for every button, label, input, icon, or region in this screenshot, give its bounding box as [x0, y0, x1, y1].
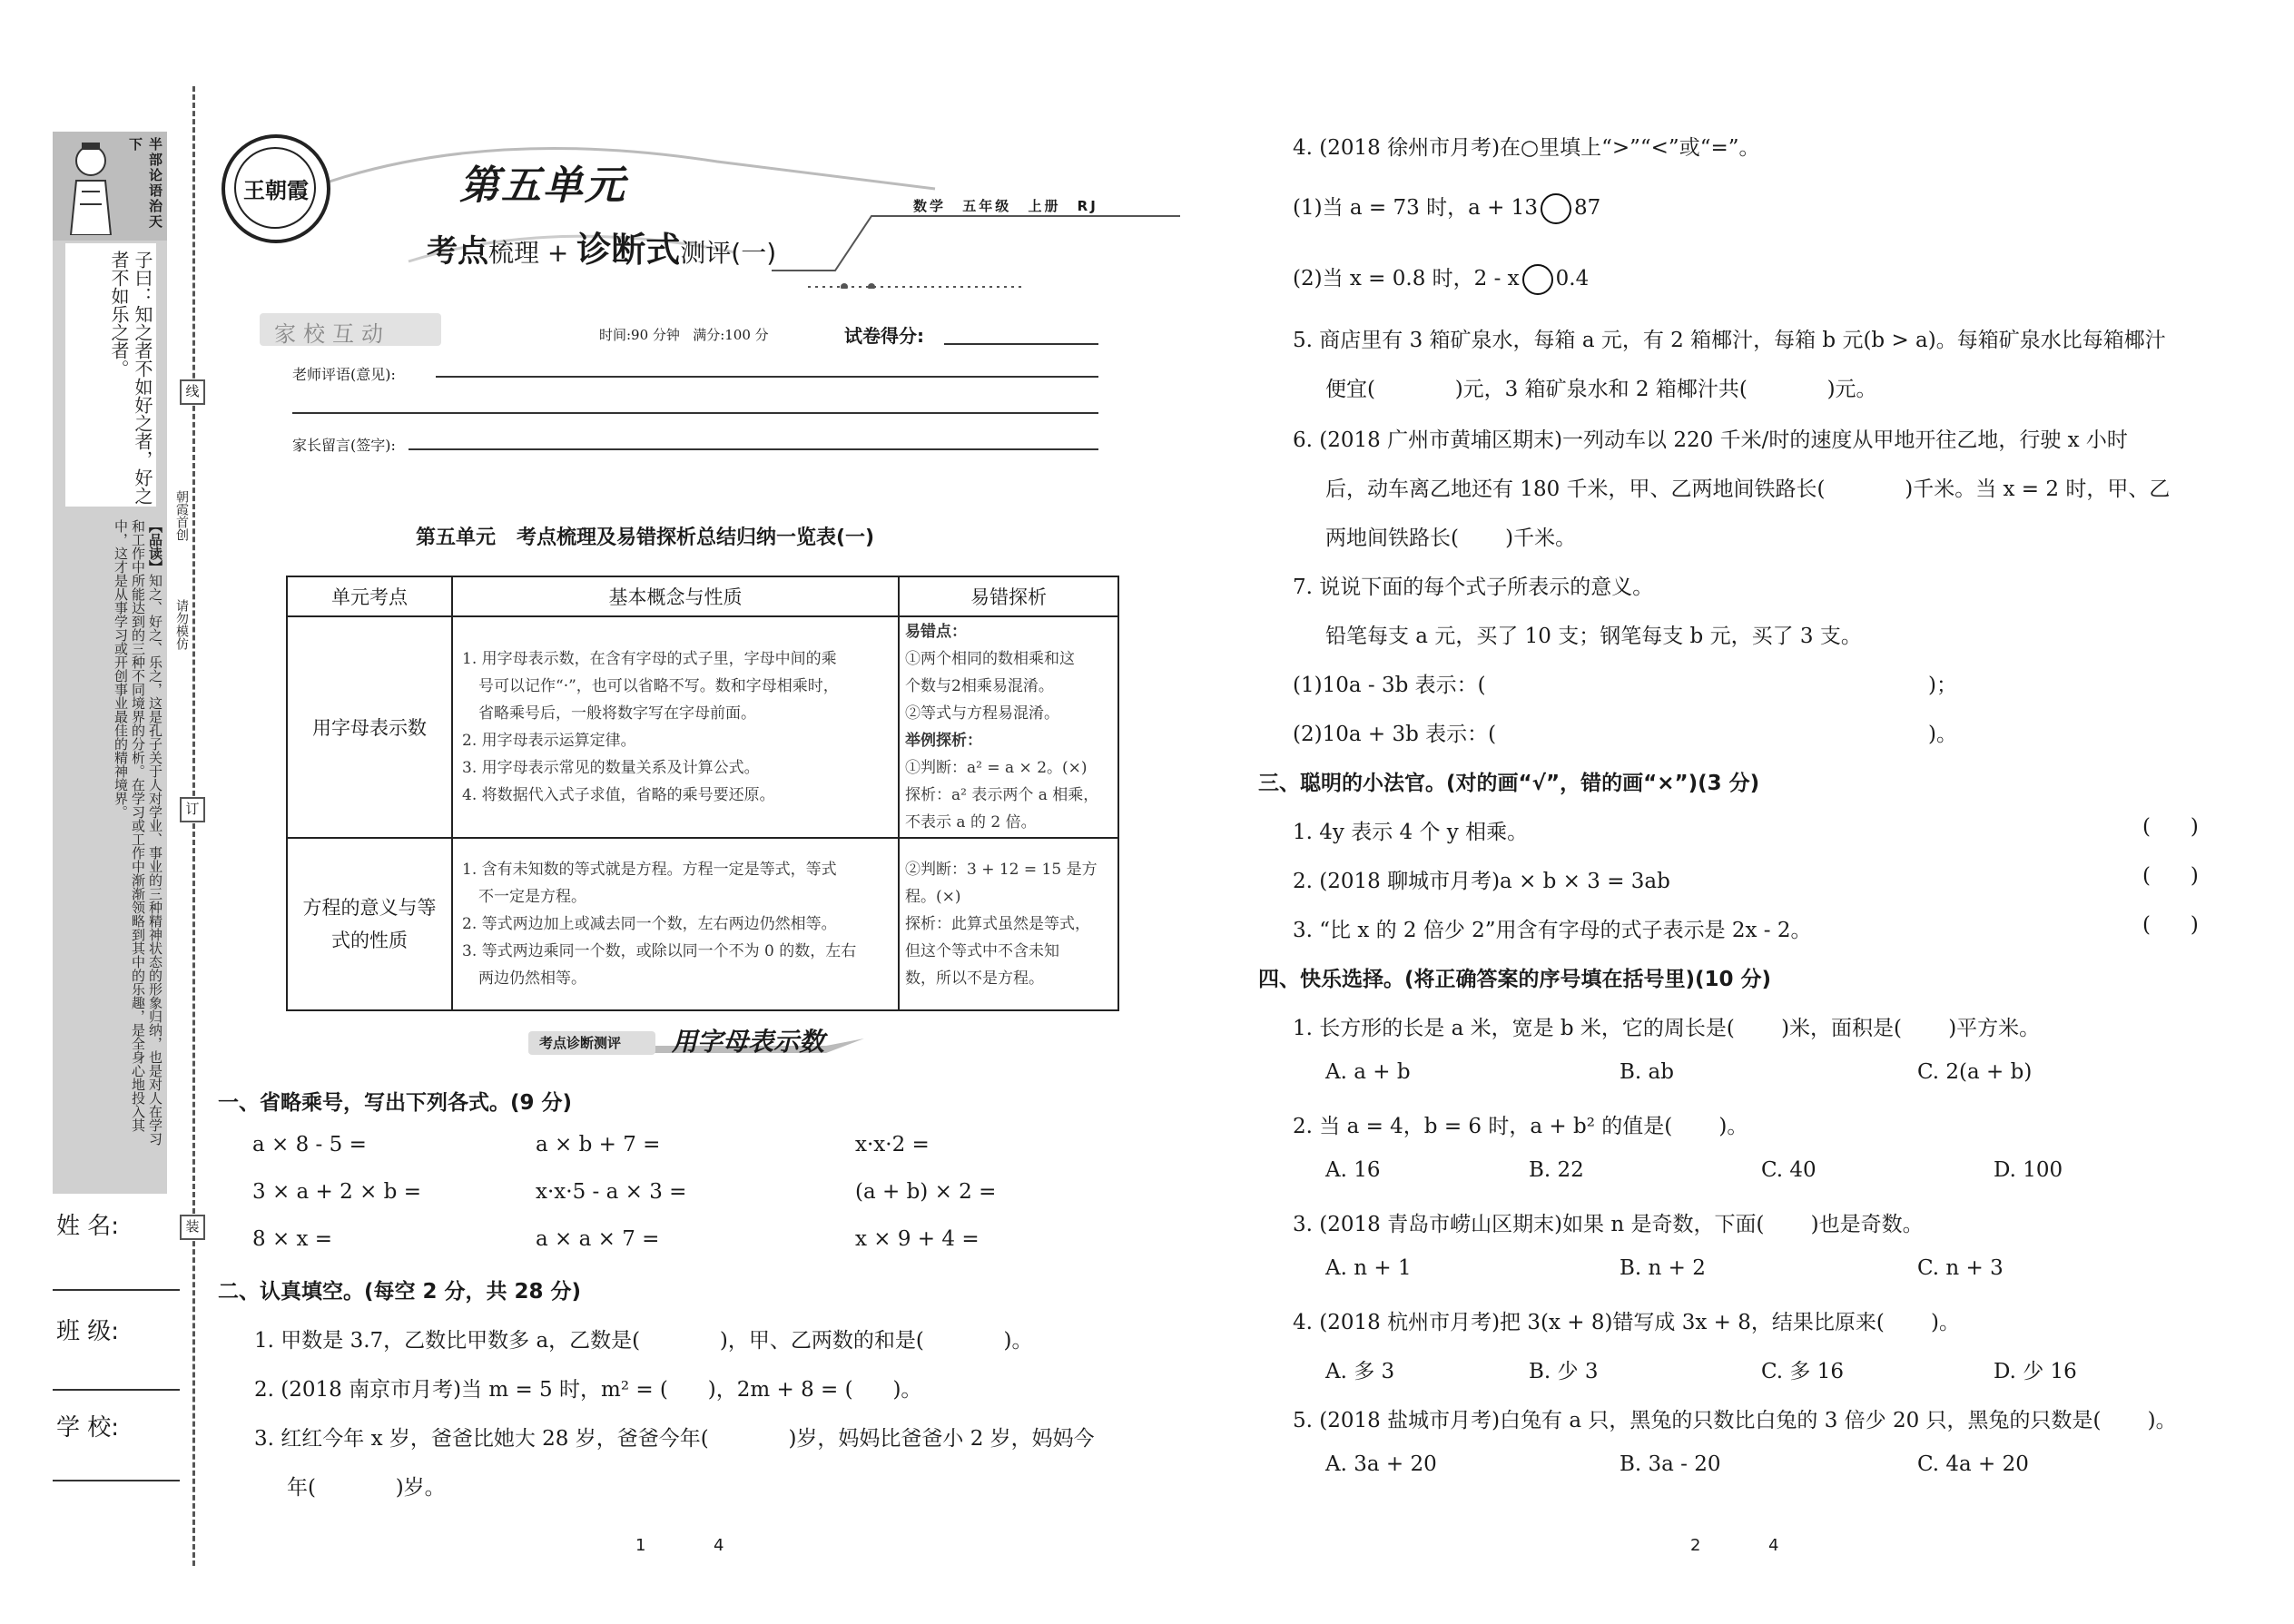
- question-text: 6. (2018 广州市黄埔区期末)一列动车以 220 千米/时的速度从甲地开往乙地，行驶 x 小时: [1293, 428, 2128, 452]
- class-line[interactable]: [53, 1389, 180, 1391]
- choice-option[interactable]: C. 多 16: [1761, 1360, 1844, 1383]
- expression-item: 3 × a + 2 × b =: [252, 1180, 421, 1204]
- page-number: 4: [1768, 1536, 1779, 1555]
- page-number: 4: [714, 1536, 724, 1555]
- concept-cell: [452, 616, 899, 838]
- choice-option[interactable]: B. ab: [1620, 1060, 1674, 1084]
- concept-line: 号可以记作“·”，也可以省略不写。数和字母相乘时，: [478, 677, 839, 695]
- column-header: 单元考点: [287, 576, 452, 616]
- question-text: 4. (2018 徐州市月考)在○里填上“>”“<”或“=”。: [1293, 136, 1760, 160]
- table-header-row: [287, 576, 1118, 616]
- subtitle-part: 考点: [427, 233, 488, 270]
- error-line: 程。(×): [905, 888, 961, 906]
- question-text: 两地间铁路长( )千米。: [1325, 527, 1577, 550]
- section4-title: 四、快乐选择。(将正确答案的序号填在括号里)(10 分): [1258, 968, 1772, 991]
- topic-cell: 用字母表示数: [287, 616, 452, 838]
- judge-item: 1. 4y 表示 4 个 y 相乘。: [1293, 821, 1529, 844]
- cut-mark: 线: [180, 379, 205, 405]
- subtitle-part: 诊断式: [576, 230, 681, 270]
- side-note: 请勿模仿: [174, 599, 189, 650]
- question-text: 7. 说说下面的每个式子所表示的意义。: [1293, 576, 1654, 599]
- score-label: 试卷得分:: [844, 325, 924, 347]
- summary-table: [286, 576, 1119, 1011]
- brand-logo: [222, 134, 330, 243]
- question-text: 1. 甲数是 3.7，乙数比甲数多 a，乙数是( )，甲、乙两数的和是( )。: [254, 1329, 1033, 1353]
- error-line: 举例探析：: [905, 732, 982, 750]
- book-tag: 数学 五年级 上册 RJ: [913, 198, 1098, 214]
- concept-line: 3. 用字母表示常见的数量关系及计算公式。: [462, 759, 760, 777]
- cut-line: [192, 86, 195, 1566]
- page-number: 1: [635, 1536, 646, 1555]
- column-header: 基本概念与性质: [452, 576, 899, 616]
- error-line: ①两个相同的数相乘和这: [905, 650, 1075, 668]
- pindu-block: [56, 519, 163, 1155]
- concept-line: 1. 用字母表示数，在含有字母的式子里，字母中间的乘: [462, 650, 837, 668]
- concept-line: 不一定是方程。: [478, 888, 586, 906]
- cut-mark: 订: [180, 797, 205, 822]
- question-text: 后，动车离乙地还有 180 千米，甲、乙两地间铁路长( )千米。当 x = 2 时，甲、乙: [1325, 477, 2171, 501]
- compare-left: (1)当 a = 73 时，a + 13: [1293, 196, 1538, 220]
- section1-title: 一、省略乘号，写出下列各式。(9 分): [218, 1091, 573, 1115]
- question-text: 便宜( )元，3 箱矿泉水和 2 箱椰汁共( )元。: [1325, 378, 1877, 401]
- school-line[interactable]: [53, 1480, 180, 1481]
- name-label: 姓 名:: [56, 1213, 120, 1240]
- concept-line: 4. 将数据代入式子求值，省略的乘号要还原。: [462, 786, 775, 804]
- time-info: 时间:90 分钟 满分:100 分: [599, 327, 769, 343]
- choice-option[interactable]: B. n + 2: [1620, 1256, 1706, 1280]
- choice-option[interactable]: A. 多 3: [1325, 1360, 1395, 1383]
- question-text: (1)10a - 3b 表示：(: [1293, 674, 1486, 697]
- quote-box: [65, 243, 156, 507]
- choice-option[interactable]: A. 3a + 20: [1325, 1452, 1437, 1476]
- judge-item: 2. (2018 聊城市月考)a × b × 3 = 3ab: [1293, 870, 1670, 893]
- error-line: 易错点：: [905, 623, 967, 641]
- teacher-comment-line[interactable]: [436, 376, 1098, 378]
- confucius-quote: 子曰：知之者不如好之者，好之者不如乐之者。: [108, 251, 153, 505]
- choice-option[interactable]: B. 3a - 20: [1620, 1452, 1721, 1476]
- error-line: 探析：此算式虽然是等式，: [905, 915, 1090, 933]
- choice-question: 2. 当 a = 4，b = 6 时，a + b² 的值是( )。: [1293, 1115, 1748, 1138]
- home-school-label: 家校互动: [274, 321, 390, 347]
- choice-question: 5. (2018 盐城市月考)白兔有 a 只，黑兔的只数比白兔的 3 倍少 20 只，黑兔的只数是( )。: [1293, 1409, 2177, 1432]
- teacher-label: 老师评语(意见):: [292, 366, 396, 383]
- choice-option[interactable]: B. 少 3: [1529, 1360, 1599, 1383]
- choice-option[interactable]: A. a + b: [1325, 1060, 1411, 1084]
- error-cell: [899, 616, 1118, 838]
- question-text: 铅笔每支 a 元，买了 10 支；钢笔每支 b 元，买了 3 支。: [1325, 625, 1862, 648]
- summary-title: 第五单元 考点梳理及易错探析总结归纳一览表(一): [416, 527, 875, 549]
- error-line: ①判断：a² = a × 2。(×): [905, 759, 1088, 777]
- expression-item: 8 × x =: [252, 1227, 333, 1251]
- error-line: 数，所以不是方程。: [905, 969, 1044, 988]
- choice-option[interactable]: D. 少 16: [1994, 1360, 2077, 1383]
- concept-line: 3. 等式两边乘同一个数，或除以同一个不为 0 的数，左右: [462, 942, 857, 960]
- error-line: 不表示 a 的 2 倍。: [905, 813, 1037, 832]
- question-text: 5. 商店里有 3 箱矿泉水，每箱 a 元，有 2 箱椰汁，每箱 b 元(b > a)。每箱矿泉水比每箱椰汁: [1293, 329, 2166, 352]
- pindu-text: 知之、好之、乐之，这是孔子关于人对学业、事业的三种精神状态的形象归纳，也是对人在学习和工作中所能达到的三种不同境界的分析。在学习或工作中渐渐领略到其中的乐趣，是全身心地投入其中，这才是从事学习或开创事业最佳的精神境界。: [113, 519, 163, 1146]
- side-panel-header: [53, 132, 167, 241]
- expression-item: x·x·5 - a × 3 =: [536, 1180, 687, 1204]
- page-number: 2: [1690, 1536, 1701, 1555]
- compare-left: (2)当 x = 0.8 时，2 - x: [1293, 267, 1520, 290]
- header-subtitle: [427, 221, 776, 271]
- side-title: 半部论语治天下: [127, 137, 163, 230]
- error-line: 个数与2相乘易混淆。: [905, 677, 1054, 695]
- choice-question: 4. (2018 杭州市月考)把 3(x + 8)错写成 3x + 8，结果比原来( )。: [1293, 1311, 1961, 1334]
- table-row: [287, 616, 1118, 838]
- expression-item: a × 8 - 5 =: [252, 1133, 367, 1156]
- question-text: 2. (2018 南京市月考)当 m = 5 时，m² = ( )，2m + 8 = ( )。: [254, 1378, 922, 1402]
- school-label: 学 校:: [56, 1414, 120, 1442]
- choice-option[interactable]: C. 40: [1761, 1158, 1816, 1182]
- concept-line: 两边仍然相等。: [478, 969, 586, 988]
- cut-mark: 装: [180, 1215, 205, 1240]
- score-field[interactable]: [944, 343, 1098, 345]
- concept-line: 省略乘号后，一般将数字写在字母前面。: [478, 704, 756, 723]
- compare-row: [1293, 191, 1600, 224]
- expression-item: a × a × 7 =: [536, 1227, 660, 1251]
- judge-item: 3. “比 x 的 2 倍少 2”用含有字母的式子表示是 2x - 2。: [1293, 919, 1812, 942]
- answer-paren[interactable]: ( ): [2142, 864, 2199, 888]
- question-text: 年( )岁。: [287, 1476, 446, 1500]
- error-line: 探析：a² 表示两个 a 相乘，: [905, 786, 1099, 804]
- banner-title: 用字母表示数: [672, 1027, 825, 1057]
- confucius-icon: [58, 137, 123, 235]
- question-end: )；: [1928, 674, 1957, 697]
- logo-text: 王朝霞: [243, 178, 309, 203]
- table-row: [287, 838, 1118, 1010]
- section3-title: 三、聪明的小法官。(对的画“√”，错的画“×”)(3 分): [1258, 772, 1760, 795]
- answer-paren[interactable]: ( ): [2142, 913, 2199, 937]
- expression-item: x·x·2 =: [855, 1133, 930, 1156]
- pindu-label: 【品读】: [147, 519, 163, 574]
- compare-right: 87: [1573, 196, 1601, 220]
- choice-question: 1. 长方形的长是 a 米，宽是 b 米，它的周长是( )米，面积是( )平方米。: [1293, 1017, 2041, 1040]
- choice-option[interactable]: B. 22: [1529, 1158, 1584, 1182]
- compare-circle[interactable]: [1541, 193, 1571, 224]
- question-end: )。: [1928, 723, 1957, 746]
- parent-comment-line[interactable]: [409, 448, 1098, 450]
- side-note: 朝霞首创: [174, 490, 189, 541]
- teacher-comment-line[interactable]: [292, 412, 1098, 414]
- section-banner: [527, 1019, 871, 1066]
- error-line: ②等式与方程易混淆。: [905, 704, 1059, 723]
- question-text: 3. 红红今年 x 岁，爸爸比她大 28 岁，爸爸今年( )岁，妈妈比爸爸小 2 岁，妈妈今: [254, 1427, 1095, 1451]
- choice-option[interactable]: C. n + 3: [1917, 1256, 2004, 1280]
- subtitle-part: 梳理 +: [488, 238, 577, 268]
- error-line: 但这个等式中不含未知: [905, 942, 1059, 960]
- topic-cell: 方程的意义与等式的性质: [287, 838, 452, 1010]
- question-text: (2)10a + 3b 表示：(: [1293, 723, 1497, 746]
- choice-option[interactable]: A. 16: [1325, 1158, 1381, 1182]
- name-line[interactable]: [53, 1289, 180, 1291]
- compare-right: 0.4: [1555, 267, 1590, 290]
- expression-item: x × 9 + 4 =: [855, 1227, 980, 1251]
- answer-paren[interactable]: ( ): [2142, 815, 2199, 839]
- choice-question: 3. (2018 青岛市崂山区期末)如果 n 是奇数，下面( )也是奇数。: [1293, 1213, 1924, 1236]
- class-label: 班 级:: [56, 1318, 120, 1345]
- compare-circle[interactable]: [1522, 264, 1553, 295]
- concept-line: 2. 用字母表示运算定律。: [462, 732, 636, 750]
- banner-small: 考点诊断测评: [539, 1035, 622, 1051]
- expression-item: a × b + 7 =: [536, 1133, 661, 1156]
- home-school-badge: [260, 313, 441, 346]
- compare-row: [1293, 261, 1589, 295]
- error-cell: [899, 838, 1118, 1010]
- choice-option[interactable]: D. 100: [1994, 1158, 2063, 1182]
- choice-option[interactable]: C. 2(a + b): [1917, 1060, 2033, 1084]
- error-line: ②判断：3 + 12 = 15 是方: [905, 861, 1098, 879]
- unit-title: 第五单元: [459, 162, 626, 209]
- concept-line: 2. 等式两边加上或减去同一个数，左右两边仍然相等。: [462, 915, 837, 933]
- concept-cell: [452, 838, 899, 1010]
- choice-option[interactable]: A. n + 1: [1325, 1256, 1412, 1280]
- choice-option[interactable]: C. 4a + 20: [1917, 1452, 2029, 1476]
- expression-item: (a + b) × 2 =: [855, 1180, 997, 1204]
- section2-title: 二、认真填空。(每空 2 分，共 28 分): [218, 1280, 582, 1304]
- concept-line: 1. 含有未知数的等式就是方程。方程一定是等式，等式: [462, 861, 837, 879]
- parent-label: 家长留言(签字):: [292, 437, 396, 454]
- column-header: 易错探析: [899, 576, 1118, 616]
- subtitle-part: 测评(一): [680, 238, 777, 268]
